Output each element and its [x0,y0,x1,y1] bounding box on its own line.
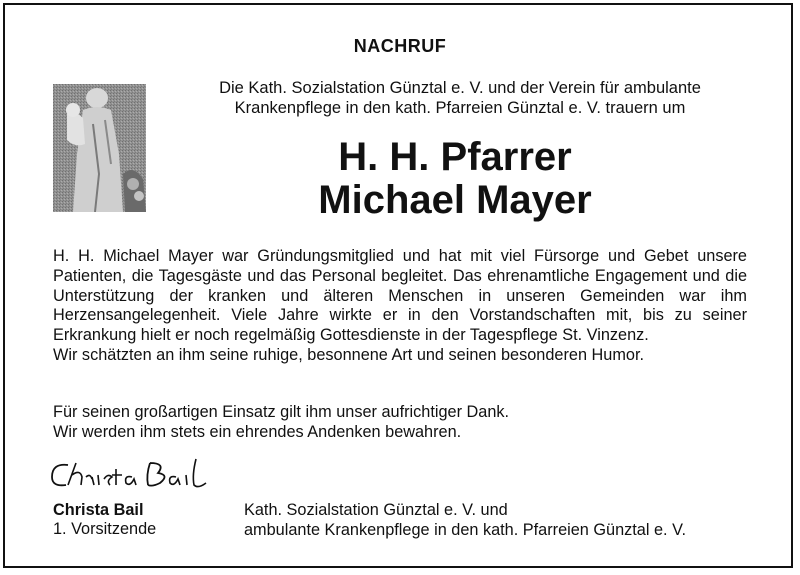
statue-photo-icon [53,84,146,212]
handwritten-signature [46,455,231,495]
statue-photo [53,84,146,212]
signer-name: Christa Bail [53,501,144,519]
organizations-text [244,500,686,540]
thanks-line-2: Wir werden ihm stets ein ehrendes Andenken bewahren. [53,422,462,441]
intro-line-1: Die Kath. Sozialstation Günztal e. V. und der Verein für ambulante [219,79,701,97]
deceased-name [190,136,720,222]
deceased-line-1: H. H. Pfarrer [338,135,572,179]
organizations-line-2: ambulante Krankenpflege in den kath. Pfarreien Günztal e. V. [244,521,686,539]
deceased-line-2: Michael Mayer [318,178,592,222]
obituary-closing-line: Wir schätzten an ihm seine ruhige, besonnene Art und seinen besonderen Humor. [53,345,645,364]
notice-heading: NACHRUF [353,36,447,56]
signer-role: 1. Vorsitzende [53,520,157,538]
thanks-line-1: Für seinen großartigen Einsatz gilt ihm unser aufrichtiger Dank. [53,403,510,421]
obituary-paragraph: H. H. Michael Mayer war Gründungsmitglied und hat mit viel Fürsorge und Gebet unsere Patienten, die Tagesgäste und das Personal begleitet. Das ehrenamtliche Engagement und die Unterstützung der kranken und älteren Menschen in unseren Gemeinden war ihm Herzensangelegenheit. Viele Jahre wirkte er in den Vorstandschaften mit, bis zu seiner Erkrankung hielt er noch regelmäßig Gottesdienste in der Tagespflege St. Vinzenz. [53,247,747,345]
organizations-line-1: Kath. Sozialstation Günztal e. V. und [244,501,508,519]
thanks-text [53,403,747,443]
obituary-body [53,247,747,366]
intro-line-2: Krankenpflege in den kath. Pfarreien Günztal e. V. trauern um [234,99,686,117]
signature-icon [46,455,231,495]
intro-text [160,78,760,118]
